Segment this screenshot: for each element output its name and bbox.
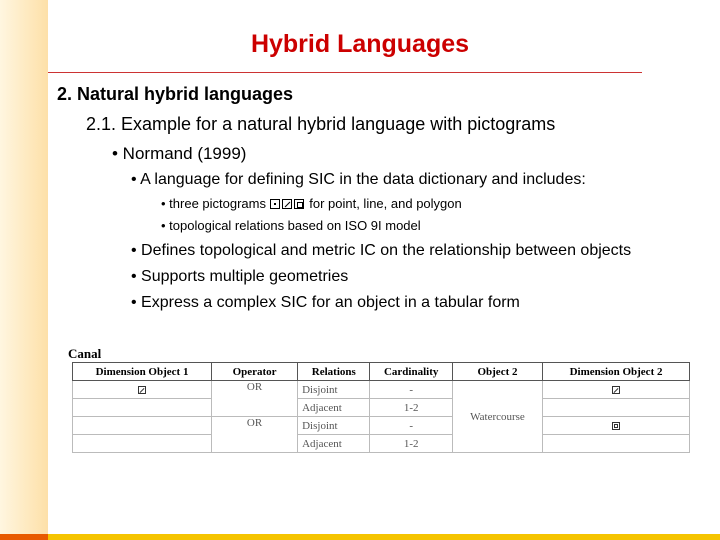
- cell-relation: Adjacent: [298, 435, 370, 453]
- bottom-decorative-bar: [0, 534, 720, 540]
- cell-cardinality: 1-2: [370, 435, 452, 453]
- header-dimension-object-1: Dimension Object 1: [73, 363, 212, 381]
- slide-title: Hybrid Languages: [250, 30, 470, 58]
- pictograms-prefix: • three pictograms: [161, 196, 266, 211]
- cell-dim2-empty: [543, 435, 690, 453]
- cell-operator: OR: [212, 381, 298, 417]
- table-row: [73, 399, 690, 417]
- table-caption: Canal: [68, 346, 102, 361]
- header-relations: Relations: [298, 363, 370, 381]
- header-operator: Operator: [212, 363, 298, 381]
- table-row: [73, 435, 690, 453]
- table-row: [73, 417, 690, 435]
- cell-relation: Adjacent: [298, 399, 370, 417]
- header-cardinality: Cardinality: [370, 363, 452, 381]
- point-pictogram-icon: [270, 199, 280, 209]
- header-dimension-object-2: Dimension Object 2: [543, 363, 690, 381]
- cell-cardinality: 1-2: [370, 399, 452, 417]
- title-divider: [48, 72, 642, 73]
- pictograms-suffix: for point, line, and polygon: [309, 196, 462, 211]
- left-decorative-bar: [0, 0, 48, 540]
- cell-operator: OR: [212, 417, 298, 453]
- header-object-2: Object 2: [452, 363, 542, 381]
- sub-bullet-pictograms: [161, 196, 462, 211]
- subsection-heading: 2.1. Example for a natural hybrid language with pictograms: [86, 114, 556, 134]
- polygon-pictogram-icon: [294, 199, 304, 209]
- bullet-tabular-form: • Express a complex SIC for an object in a tabular form: [131, 294, 520, 311]
- section-heading: 2. Natural hybrid languages: [57, 84, 294, 104]
- polygon-pictogram-icon: [612, 422, 620, 430]
- cell-dim1: [73, 381, 212, 399]
- line-pictogram-icon: [138, 386, 146, 394]
- cell-dim2: [543, 417, 690, 435]
- line-pictogram-icon: [612, 386, 620, 394]
- cell-dim2-empty: [543, 399, 690, 417]
- cell-dim1-empty: [73, 399, 212, 417]
- table-row: [73, 381, 690, 399]
- bullet-multiple-geometries: • Supports multiple geometries: [131, 268, 349, 285]
- cell-cardinality: -: [370, 417, 452, 435]
- cell-object2: Watercourse: [452, 381, 542, 453]
- bullet-language-definition: • A language for defining SIC in the data dictionary and includes:: [131, 171, 586, 188]
- sub-bullet-topology: • topological relations based on ISO 9I model: [161, 218, 421, 233]
- bullet-defines-ic: • Defines topological and metric IC on the relationship between objects: [131, 242, 632, 259]
- cell-relation: Disjoint: [298, 417, 370, 435]
- line-pictogram-icon: [282, 199, 292, 209]
- cell-cardinality: -: [370, 381, 452, 399]
- author-bullet: • Normand (1999): [112, 144, 247, 163]
- table-header-row: [73, 363, 690, 381]
- cell-dim1-empty: [73, 417, 212, 435]
- bottom-accent-bar: [0, 534, 48, 540]
- canal-constraint-table: [72, 362, 690, 453]
- cell-relation: Disjoint: [298, 381, 370, 399]
- cell-dim2: [543, 381, 690, 399]
- cell-dim1-empty: [73, 435, 212, 453]
